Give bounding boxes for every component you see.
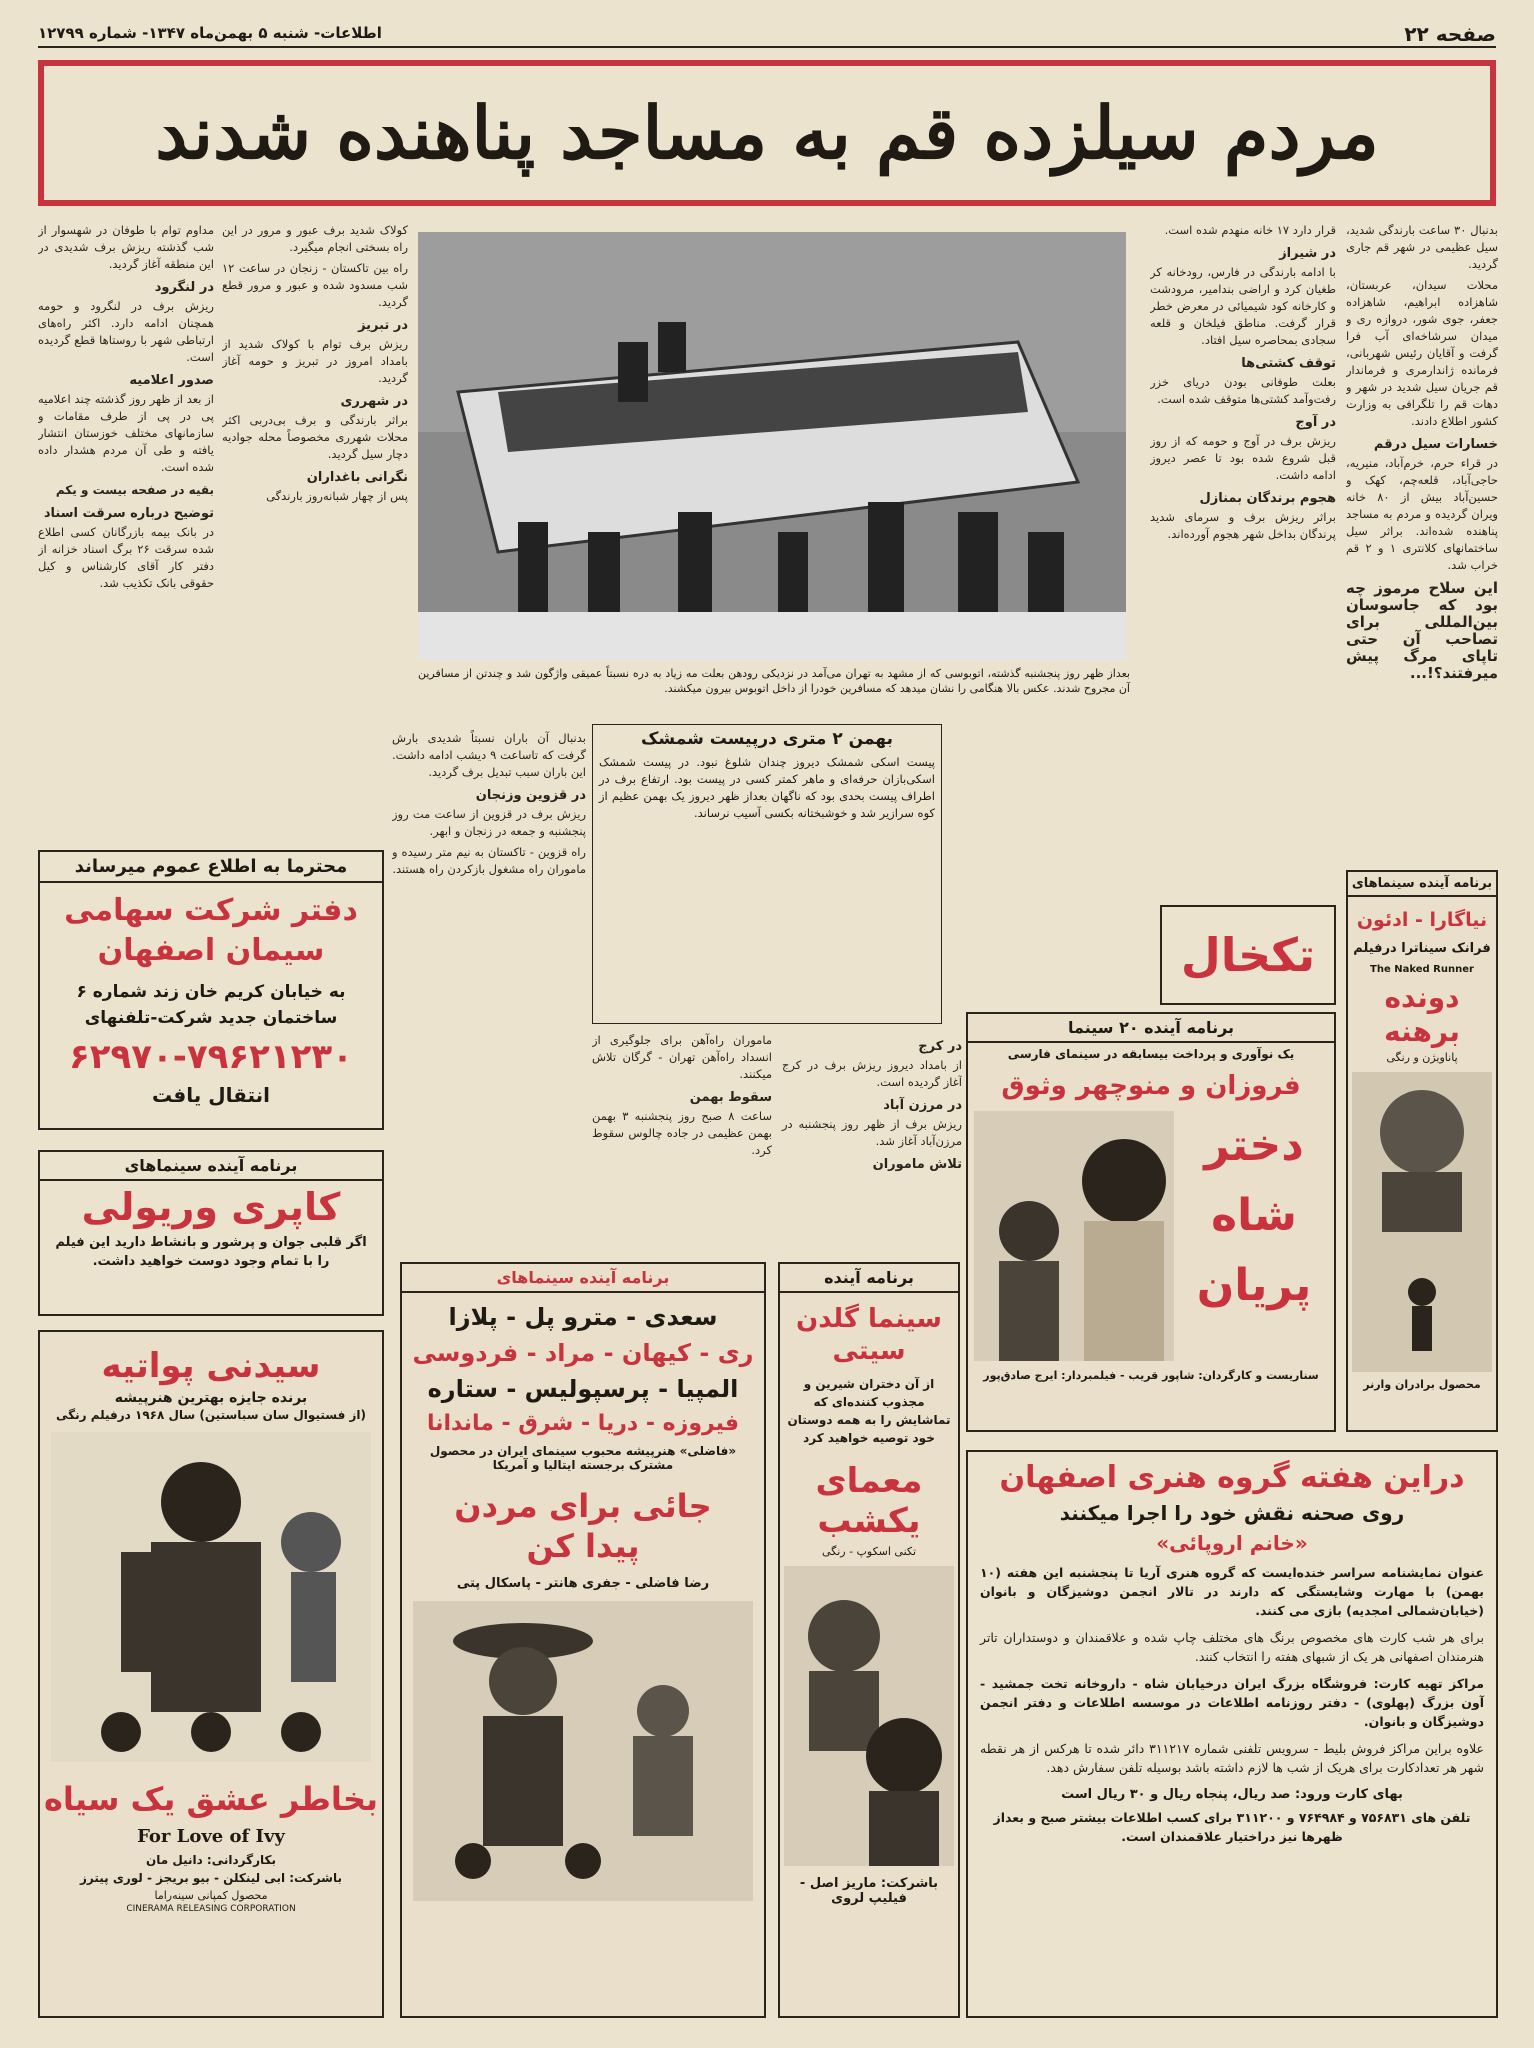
headline: مردم سیلزده قم به مساجد پناهنده شدند (155, 90, 1379, 175)
article-paragraph: با ادامه بارندگی در فارس، رودخانه کر طغیان کرد و اراضی بندامیر، مرودشت و کارخانه کود شیمیائی در معرض خطر قرار گرفت. مناطق فیلخان و قلعه سجادی بمحاصره سیل افتاد. (1150, 265, 1336, 347)
article-paragraph: محلات سیدان، عربستان، شاهزاده ابراهیم، شاهزاده جعفر، جوی شور، دروازه ری و میدان سرشاخه‌ای آب فرا گرفت و آقایان رئیس شهربانی، فرمانده ژاندارمری و فرماندار قم جریان سیل شدید در شهر و دهات قم را تلگرافی به وزارت کشور اطلاع دادند. (1346, 278, 1498, 428)
ad-sidney-festival: (از فستیوال سان سباستین) سال ۱۹۶۸ درفیلم رنگی (56, 1408, 366, 1422)
article-paragraph: در قراء حرم، خرم‌آباد، منیریه، حاجی‌آباد، قلعه‌چم، کهک و حسین‌آباد بیش از ۸۰ خانه ویران گردیده و مردم به مساجد پناهنده شده‌اند. براثر سیل ساختمانهای کلانتری ۱ و ۲ قم خراب شد. (1346, 456, 1498, 572)
ad-golden-text: از آن دختران شیرین و مجذوب کننده‌ای که تماشایش را به همه دوستان خود توصیه خواهید کرد (787, 1377, 951, 1445)
subheading: در تبریز (358, 318, 408, 333)
subheading: صدور اعلامیه (129, 373, 214, 388)
article-paragraph: ریزش برف در آوج و حومه که از روز قبل شروع شده بود تا عصر دیروز ادامه داشت. (1150, 434, 1336, 482)
ad-saadi-line4: فیروزه - دریا - شرق - ماندانا (426, 1411, 740, 1436)
article-paragraph: ریزش برف در لنگرود و حومه همچنان ادامه دارد. اکثر راه‌های ارتباطی شهر با روستاها قطع گردیده است. (38, 299, 214, 364)
ad-20cinema-credits: سناریست و کارگردان: شاپور قریب - فیلمبردار: ایرج صادق‌پور (983, 1369, 1319, 1382)
article-paragraph: از بامداد دیروز ریزش برف در کرج آغاز گردیده است. (782, 1058, 962, 1089)
article-column-karaj (592, 1032, 962, 1252)
article-column-right (1346, 222, 1498, 872)
ad-sidney-film: بخاطر عشق یک سیاه (43, 1780, 379, 1818)
ad-niagara-color: پاناویژن و رنگی (1386, 1051, 1458, 1064)
ad-sidney (38, 1330, 384, 2018)
subheading: در شیراز (1279, 246, 1336, 261)
ad-notice-address: به خیابان کریم خان زند شماره ۶ ساختمان جدید شرکت-تلفنهای (76, 982, 346, 1028)
ad-20cinema (966, 1012, 1336, 1432)
ad-saadi-cast: رضا فاضلی - جفری هانتر - پاسکال پتی (456, 1576, 710, 1591)
ad-niagara-illustration (1352, 1072, 1492, 1372)
ad-niagara-distributor: محصول برادران وارنر (1363, 1378, 1481, 1391)
news-photo (418, 232, 1126, 660)
ad-capri-text: اگر قلبی جوان و پرشور و بانشاط دارید این فیلم را با تمام وجود دوست خواهید داشت. (55, 1235, 367, 1269)
article-paragraph: براثر ریزش برف و سرمای شدید پرندگان بداخل شهر هجوم آورده‌اند. (1150, 510, 1336, 541)
article-paragraph: ریزش برف از ظهر روز پنجشنبه در مرزن‌آباد آغاز شد. (782, 1117, 962, 1148)
ad-saadi-line2: ری - کیهان - مراد - فردوسی (412, 1339, 754, 1367)
ski-article-box (592, 724, 942, 1024)
article-paragraph: کولاک شدید برف عبور و مرور در این راه بسختی انجام میگیرد. (222, 223, 408, 254)
article-paragraph: ساعت ۸ صبح روز پنجشنبه ۳ بهمن بهمن عظیمی در جاده چالوس سقوط کرد. (592, 1109, 773, 1157)
ad-sidney-title: سیدنی پواتیه (101, 1346, 321, 1386)
ad-niagara-english: The Naked Runner (1370, 964, 1474, 975)
subheading: توقف کشتی‌ها (1241, 356, 1336, 371)
ad-niagara-label: برنامه آینده سینماهای (1348, 872, 1496, 897)
ad-isfahan-p2: برای هر شب کارت های مخصوص برنگ های مختلف چاپ شده و علاقمندان و دوستداران تاتر هنرمندان اصفهانی هر یک از شبهای هفته را انتخاب کنند. (980, 1630, 1484, 1664)
article-paragraph: براثر بارندگی و برف بی‌دربی اکثر محلات شهرری مخصوصاً محله جوادیه دچار سیل گردید. (222, 413, 408, 461)
article-paragraph: پس از چهار شبانه‌روز بارندگی (266, 489, 408, 503)
ad-sidney-director: بکارگردانی: دانیل مان (146, 1853, 276, 1867)
article-paragraph: ماموران راه‌آهن برای جلوگیری از انسداد راه‌آهن تهران - گرگان تلاش میکنند. (592, 1033, 772, 1081)
ad-niagara-film: دونده برهنه (1384, 981, 1460, 1048)
article-column-3 (222, 222, 408, 852)
ad-sidney-cast: باشرکت: ابی لینکلن - بیو بریجز - لوری پیترز (79, 1871, 342, 1885)
article-paragraph: قرار دارد ۱۷ خانه منهدم شده است. (1164, 223, 1336, 237)
ad-sidney-illustration (51, 1432, 371, 1762)
subheading: نگرانی باغداران (306, 470, 408, 485)
article-column-4 (38, 222, 214, 842)
headline-box (38, 60, 1496, 206)
ad-isfahan-sub: روی صحنه نقش خود را اجرا میکنند (1059, 1501, 1405, 1525)
ad-saadi-film: جائی برای مردن پیدا کن (454, 1487, 712, 1565)
ad-isfahan-title: دراین هفته گروه هنری اصفهان (999, 1460, 1465, 1495)
article-column-mid (392, 730, 586, 1030)
ad-golden (778, 1262, 960, 2018)
ad-sidney-english: For Love of Ivy (137, 1826, 285, 1847)
ad-capri-title: کاپری وریولی (81, 1185, 341, 1229)
ad-golden-illustration (784, 1566, 954, 1866)
ad-20cinema-illustration (974, 1111, 1174, 1361)
subheading: در لنگرود (154, 280, 214, 295)
ad-20cinema-sub: یک نوآوری و پرداخت بیسابقه در سینمای فارسی (1007, 1047, 1295, 1061)
ad-golden-cinema: سینما گلدن سیتی (796, 1304, 942, 1366)
ad-niagara (1346, 870, 1498, 1432)
ad-saadi-label: برنامه آینده سینماهای (402, 1264, 764, 1293)
dateline: اطلاعات- شنبه ۵ بهمن‌ماه ۱۳۴۷- شماره ۱۲۷۹۹ (38, 24, 382, 42)
ad-tekkhal-title: تکخال (1180, 928, 1316, 982)
ad-golden-cast: باشرکت: ماریز اصل - فیلیپ لروی (799, 1876, 939, 1906)
ad-saadi-illustration (413, 1601, 753, 1901)
ski-title: بهمن ۲ متری درپیست شمشک (641, 729, 893, 749)
ad-notice (38, 850, 384, 1130)
page-number: صفحه ۲۲ (1404, 22, 1496, 46)
ad-isfahan-p4: علاوه براین مراکز فروش بلیط - سرویس تلفنی شماره ۳۱۱۲۱۷ دائر شده تا هرکس از هر نقطه شهر هر تعدادکارت برای هریک از شب ها لازم داشته باشد بوسیله تلفن سفارش دهد. (980, 1741, 1484, 1775)
ad-capri-label: برنامه آینده سینماهای (40, 1152, 382, 1181)
subheading: هجوم برندگان بمنازل (1199, 491, 1336, 506)
ad-golden-label: برنامه آینده (780, 1264, 958, 1293)
ad-golden-film: معمای یکشب (815, 1461, 923, 1541)
ad-notice-status: انتقال یافت (151, 1083, 271, 1107)
continued-link[interactable]: بقیه در صفحه بیست و یکم (55, 483, 214, 497)
ad-20cinema-stars: فروزان و منوچهر وثوق (1001, 1071, 1301, 1101)
article-intro: بدنبال ۳۰ ساعت بارندگی شدید، سیل عظیمی در شهر قم جاری گردید. (1346, 223, 1498, 271)
ad-isfahan-play: «خانم اروپائی» (1156, 1531, 1308, 1555)
ad-capri (38, 1150, 384, 1316)
article-paragraph: از بعد از ظهر روز گذشته چند اعلامیه پی در پی از طرف مقامات و سازمانهای مختلف خوزستان انتشار یافته و طی آن مردم هشدار داده شده است. (38, 392, 214, 474)
ad-saadi-desc: «فاضلی» هنرپیشه محبوب سینمای ایران در محصول مشترک برجسته ایتالیا و آمریکا (429, 1444, 737, 1472)
ski-body: پیست اسکی شمشک دیروز چندان شلوغ نبود. در پیست شمشک اسکی‌بازان حرفه‌ای و ماهر کمتر کسی در پیست بود. ارتفاع برف در اطراف پیست بحدی بود که ناگهان بعداز ظهر دیروز یک بهمن عظیم از کوه سرازیر شد و خوشبختانه بکسی آسیب نرساند. (599, 755, 935, 820)
ad-isfahan-phone: تلفن های ۷۵۶۸۳۱ و ۷۶۴۹۸۴ و ۳۱۱۲۰۰ برای کسب اطلاعات بیشتر صبح و بعداز ظهرها نیز دراختیار علاقمندان است. (993, 1810, 1471, 1844)
subheading: در کرج (918, 1039, 962, 1054)
subheading: در مرزن آباد (883, 1098, 962, 1113)
ad-saadi (400, 1262, 766, 2018)
article-paragraph: در بانک بیمه بازرگانان کسی اطلاع شده سرقت ۲۶ برگ اسناد خزانه از دفتر کار آقای کارشناس و کیل حقوقی بانک تکذیب شد. (38, 525, 214, 590)
article-paragraph: ریزش برف توام با کولاک شدید از بامداد امروز در تبریز و حومه آغاز گردید. (222, 337, 408, 385)
photo-caption: بعداز ظهر روز پنجشنبه گذشته، اتوبوسی که از مشهد به تهران می‌آمد در نزدیکی رودهن بعلت مه زیاد به دره نسبتاً عمیقی واژگون شد و چندتن از مسافرین آن مجروح شدند. عکس بالا هنگامی را نشان میدهد که مسافرین خودرا از داخل اتوبوس بیرون میکشند. (418, 667, 1130, 695)
ad-notice-company: دفتر شرکت سهامی سیمان اصفهان (64, 893, 358, 968)
ad-isfahan-p3: مراکز تهیه کارت: فروشگاه بزرگ ایران درخیابان شاه - داروخانه تخت جمشید - آون بزرگ (پهلوی) - دفتر روزنامه اطلاعات در موسسه اطلاعات و دفتر انجمن دوشیزگان و بانوان. (980, 1676, 1484, 1729)
ad-notice-top: محترما به اطلاع عموم میرساند (40, 852, 382, 883)
subheading: تلاش ماموران (872, 1157, 962, 1172)
ad-sidney-sub: برنده جایزه بهترین هنرپیشه (114, 1390, 308, 1406)
ad-notice-phones: ۶۲۹۷۰-۷۹۶۲۱۲۳۰ (69, 1037, 353, 1077)
ad-saadi-line1: سعدی - مترو پل - پلازا (448, 1303, 718, 1331)
article-paragraph: راه بین تاکستان - زنجان در ساعت ۱۲ شب مسدود شده و عبور و مرور قطع گردید. (222, 261, 408, 309)
subheading: در آوج (1295, 415, 1336, 430)
ad-isfahan (966, 1450, 1498, 2018)
ad-saadi-line3: المپیا - پرسپولیس - ستاره (427, 1375, 739, 1403)
article-paragraph: بعلت طوفانی بودن دریای خزر رفت‌وآمد کشتی‌ها متوقف شده است. (1150, 375, 1336, 406)
subheading: در قزوین وزنجان (475, 788, 586, 803)
photo-bus-snow (418, 232, 1126, 660)
subheading: سقوط بهمن (689, 1090, 772, 1105)
ad-tekkhal (1160, 905, 1336, 1005)
subheading: در شهرری (340, 394, 408, 409)
ad-niagara-cinemas: نیاگارا - ادئون (1356, 909, 1488, 931)
ad-sidney-distributor: محصول کمپانی سینه‌راما (154, 1889, 268, 1902)
ad-isfahan-p1: عنوان نمایشنامه سراسر خنده‌ایست که گروه هنری آریا تا پنجشنبه این هفته (۱۰ بهمن) با مهارت وشایستگی که دارند در تالار انجمن دوشیزگان و بانوان (خیابان‌شمالی امجدیه) بازی می کنند. (980, 1565, 1484, 1618)
ad-golden-tech: تکنی اسکوپ - رنگی (821, 1545, 917, 1558)
page-header (38, 22, 1496, 48)
subheading: خسارات سیل درقم (1373, 437, 1498, 452)
teaser-heading: این سلاح مرموز چه بود که جاسوسان بین‌المللی برای تصاحب آن حتی تاپای مرگ پیش میرفتند؟!... (1346, 579, 1498, 682)
article-paragraph: راه قزوین - تاکستان به نیم متر رسیده و ماموران راه مشغول بازکردن راه هستند. (392, 845, 586, 876)
cinerama-logo-text: CINERAMA RELEASING CORPORATION (126, 1904, 296, 1914)
article-column-2 (1150, 222, 1336, 902)
article-paragraph: ریزش برف در قزوین از ساعت مت روز پنجشنبه و جمعه در زنجان و ابهر. (392, 807, 586, 838)
article-paragraph: مداوم توام با طوفان در شهسوار از شب گذشته ریزش برف شدیدی در این منطقه آغاز گردید. (38, 223, 214, 271)
article-paragraph: بدنبال آن باران نسبتاً شدیدی بارش گرفت که تاساعت ۹ دیشب ادامه داشت. این باران سبب تبدیل برف گردید. (392, 731, 586, 779)
ad-isfahan-price: بهای کارت ورود: صد ریال، پنجاه ریال و ۳۰ ریال است (1061, 1787, 1403, 1802)
ad-niagara-star: فرانک سیناترا درفیلم (1353, 941, 1491, 956)
ad-20cinema-film: دختر شاه پریان (1196, 1120, 1312, 1311)
ad-20cinema-label: برنامه آینده ۲۰ سینما (968, 1014, 1334, 1043)
subheading: توضیح درباره سرقت اسناد (43, 506, 214, 521)
